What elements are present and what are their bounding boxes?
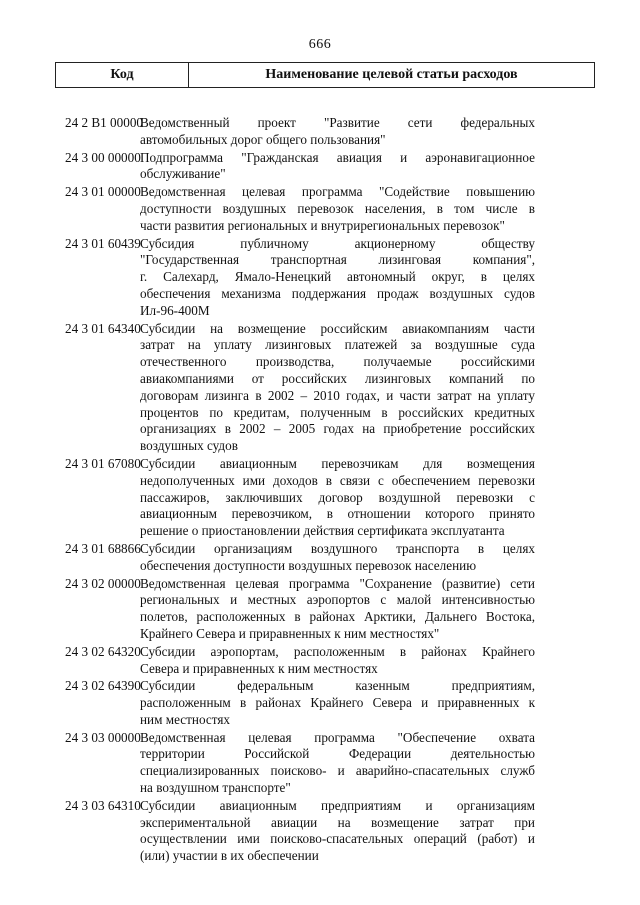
row-description (140, 730, 535, 797)
table-row (0, 236, 640, 320)
row-description (140, 644, 535, 678)
row-description (140, 321, 535, 455)
description-line: на воздушном транспорте" (140, 780, 291, 796)
row-code: 24 3 00 00000 (65, 149, 141, 165)
description-line: решение о приостановлении действия сертификата эксплуатанта (140, 523, 505, 539)
table-row (0, 115, 640, 149)
table-body (0, 115, 640, 866)
description-line: процентов по кредитам, полученным в российских кредитных (140, 404, 535, 420)
row-code: 24 3 01 00000 (65, 184, 141, 200)
description-line: авиационным перевозчиком, в отношении которого принято (140, 506, 535, 522)
description-line: Субсидии аэропортам, расположенным в районах Крайнего (140, 643, 535, 659)
table-row (0, 321, 640, 455)
row-code: 24 3 01 67080 (65, 455, 141, 471)
description-line: осуществлении ими поисково-спасательных операций (работ) и (140, 831, 535, 847)
description-line: Субсидии федеральным казенным предприятиям, (140, 678, 535, 694)
table-row (0, 150, 640, 184)
table-row (0, 541, 640, 575)
description-line: пассажиров, заключивших договор воздушной перевозки с (140, 489, 535, 505)
description-line: Севера и приравненных к ним местностях (140, 660, 378, 676)
description-line: Субсидии авиационным перевозчикам для возмещения (140, 455, 535, 471)
row-description (140, 576, 535, 643)
table-header (55, 62, 595, 88)
row-description (140, 184, 535, 234)
description-line: доступности воздушных перевозок населения, в том числе в (140, 200, 535, 216)
row-description (140, 236, 535, 320)
description-line: отечественного производства, получаемые российскими (140, 354, 535, 370)
description-line: Ведомственный проект "Развитие сети федеральных (140, 115, 535, 130)
description-line: Ведомственная целевая программа "Содействие повышению (140, 184, 535, 200)
description-line: специализированных поисково- и аварийно-спасательных служб (140, 763, 535, 779)
description-line: Ведомственная целевая программа "Сохранение (развитие) сети (140, 575, 535, 591)
row-code: 24 3 01 68866 (65, 540, 141, 556)
row-description (140, 541, 535, 575)
description-line: полетов, расположенных в районах Арктики, Дальнего Востока, (140, 609, 535, 625)
row-code: 24 3 03 00000 (65, 729, 141, 745)
description-line: Субсидии авиационным предприятиям и организациям (140, 797, 535, 813)
row-description (140, 456, 535, 540)
table-row (0, 576, 640, 643)
row-code: 24 3 01 60439 (65, 235, 141, 251)
description-line: затрат на уплату лизинговых платежей за воздушные суда (140, 337, 535, 353)
description-line: недополученных ими доходов в связи с обеспечением перевозки (140, 472, 535, 488)
description-line: обслуживание" (140, 166, 226, 182)
header-code: Код (56, 63, 189, 87)
description-line: автомобильных дорог общего пользования" (140, 131, 386, 147)
row-description (140, 115, 535, 149)
row-description (140, 678, 535, 728)
table-row (0, 678, 640, 728)
row-code: 24 3 01 64340 (65, 320, 141, 336)
description-line: воздушных судов (140, 438, 238, 454)
description-line: Ведомственная целевая программа "Обеспечение охвата (140, 729, 535, 745)
description-line: авиакомпаниями от российских лизинговых компаний по (140, 370, 535, 386)
row-code: 24 2 В1 00000 (65, 115, 144, 130)
row-code: 24 3 02 64320 (65, 643, 141, 659)
table-row (0, 184, 640, 234)
description-line: части развития региональных и внутрирегиональных перевозок" (140, 217, 505, 233)
description-line: (или) участии в их обеспечении (140, 848, 319, 864)
description-line: обеспечения механизма поддержания продаж воздушных судов (140, 285, 535, 301)
page-number: 666 (308, 37, 332, 52)
description-line: ним местностях (140, 711, 230, 727)
row-description (140, 150, 535, 184)
row-code: 24 3 02 00000 (65, 575, 141, 591)
description-line: Субсидия публичному акционерному обществу (140, 235, 535, 251)
description-line: организациях в 2002 – 2005 годах на приобретение российских (140, 421, 535, 437)
description-line: расположенным в районах Крайнего Севера и приравненных к (140, 695, 535, 711)
description-line: Субсидии на возмещение российским авиакомпаниям части (140, 320, 535, 336)
header-name: Наименование целевой статьи расходов (265, 67, 518, 82)
description-line: Ил-96-400М (140, 302, 210, 318)
description-line: договорам лизинга в 2002 – 2010 годах, и части затрат на уплату (140, 387, 535, 403)
table-row (0, 730, 640, 797)
description-line: г. Салехард, Ямало-Ненецкий автономный округ, в целях (140, 269, 535, 285)
description-line: территории Российской Федерации деятельностью (140, 746, 535, 762)
row-description (140, 798, 535, 865)
table-row (0, 456, 640, 540)
table-row (0, 798, 640, 865)
description-line: экспериментальной авиации на возмещение затрат при (140, 814, 535, 830)
description-line: Крайнего Севера и приравненных к ним местностях" (140, 625, 440, 641)
table-row (0, 644, 640, 678)
row-code: 24 3 02 64390 (65, 678, 141, 694)
description-line: "Государственная транспортная лизинговая компания", (140, 252, 535, 268)
description-line: Подпрограмма "Гражданская авиация и аэронавигационное (140, 149, 535, 165)
description-line: региональных и местных аэропортов с малой интенсивностью (140, 592, 535, 608)
row-code: 24 3 03 64310 (65, 797, 141, 813)
description-line: Субсидии организациям воздушного транспорта в целях (140, 540, 535, 556)
description-line: обеспечения доступности воздушных перевозок населению (140, 557, 477, 573)
